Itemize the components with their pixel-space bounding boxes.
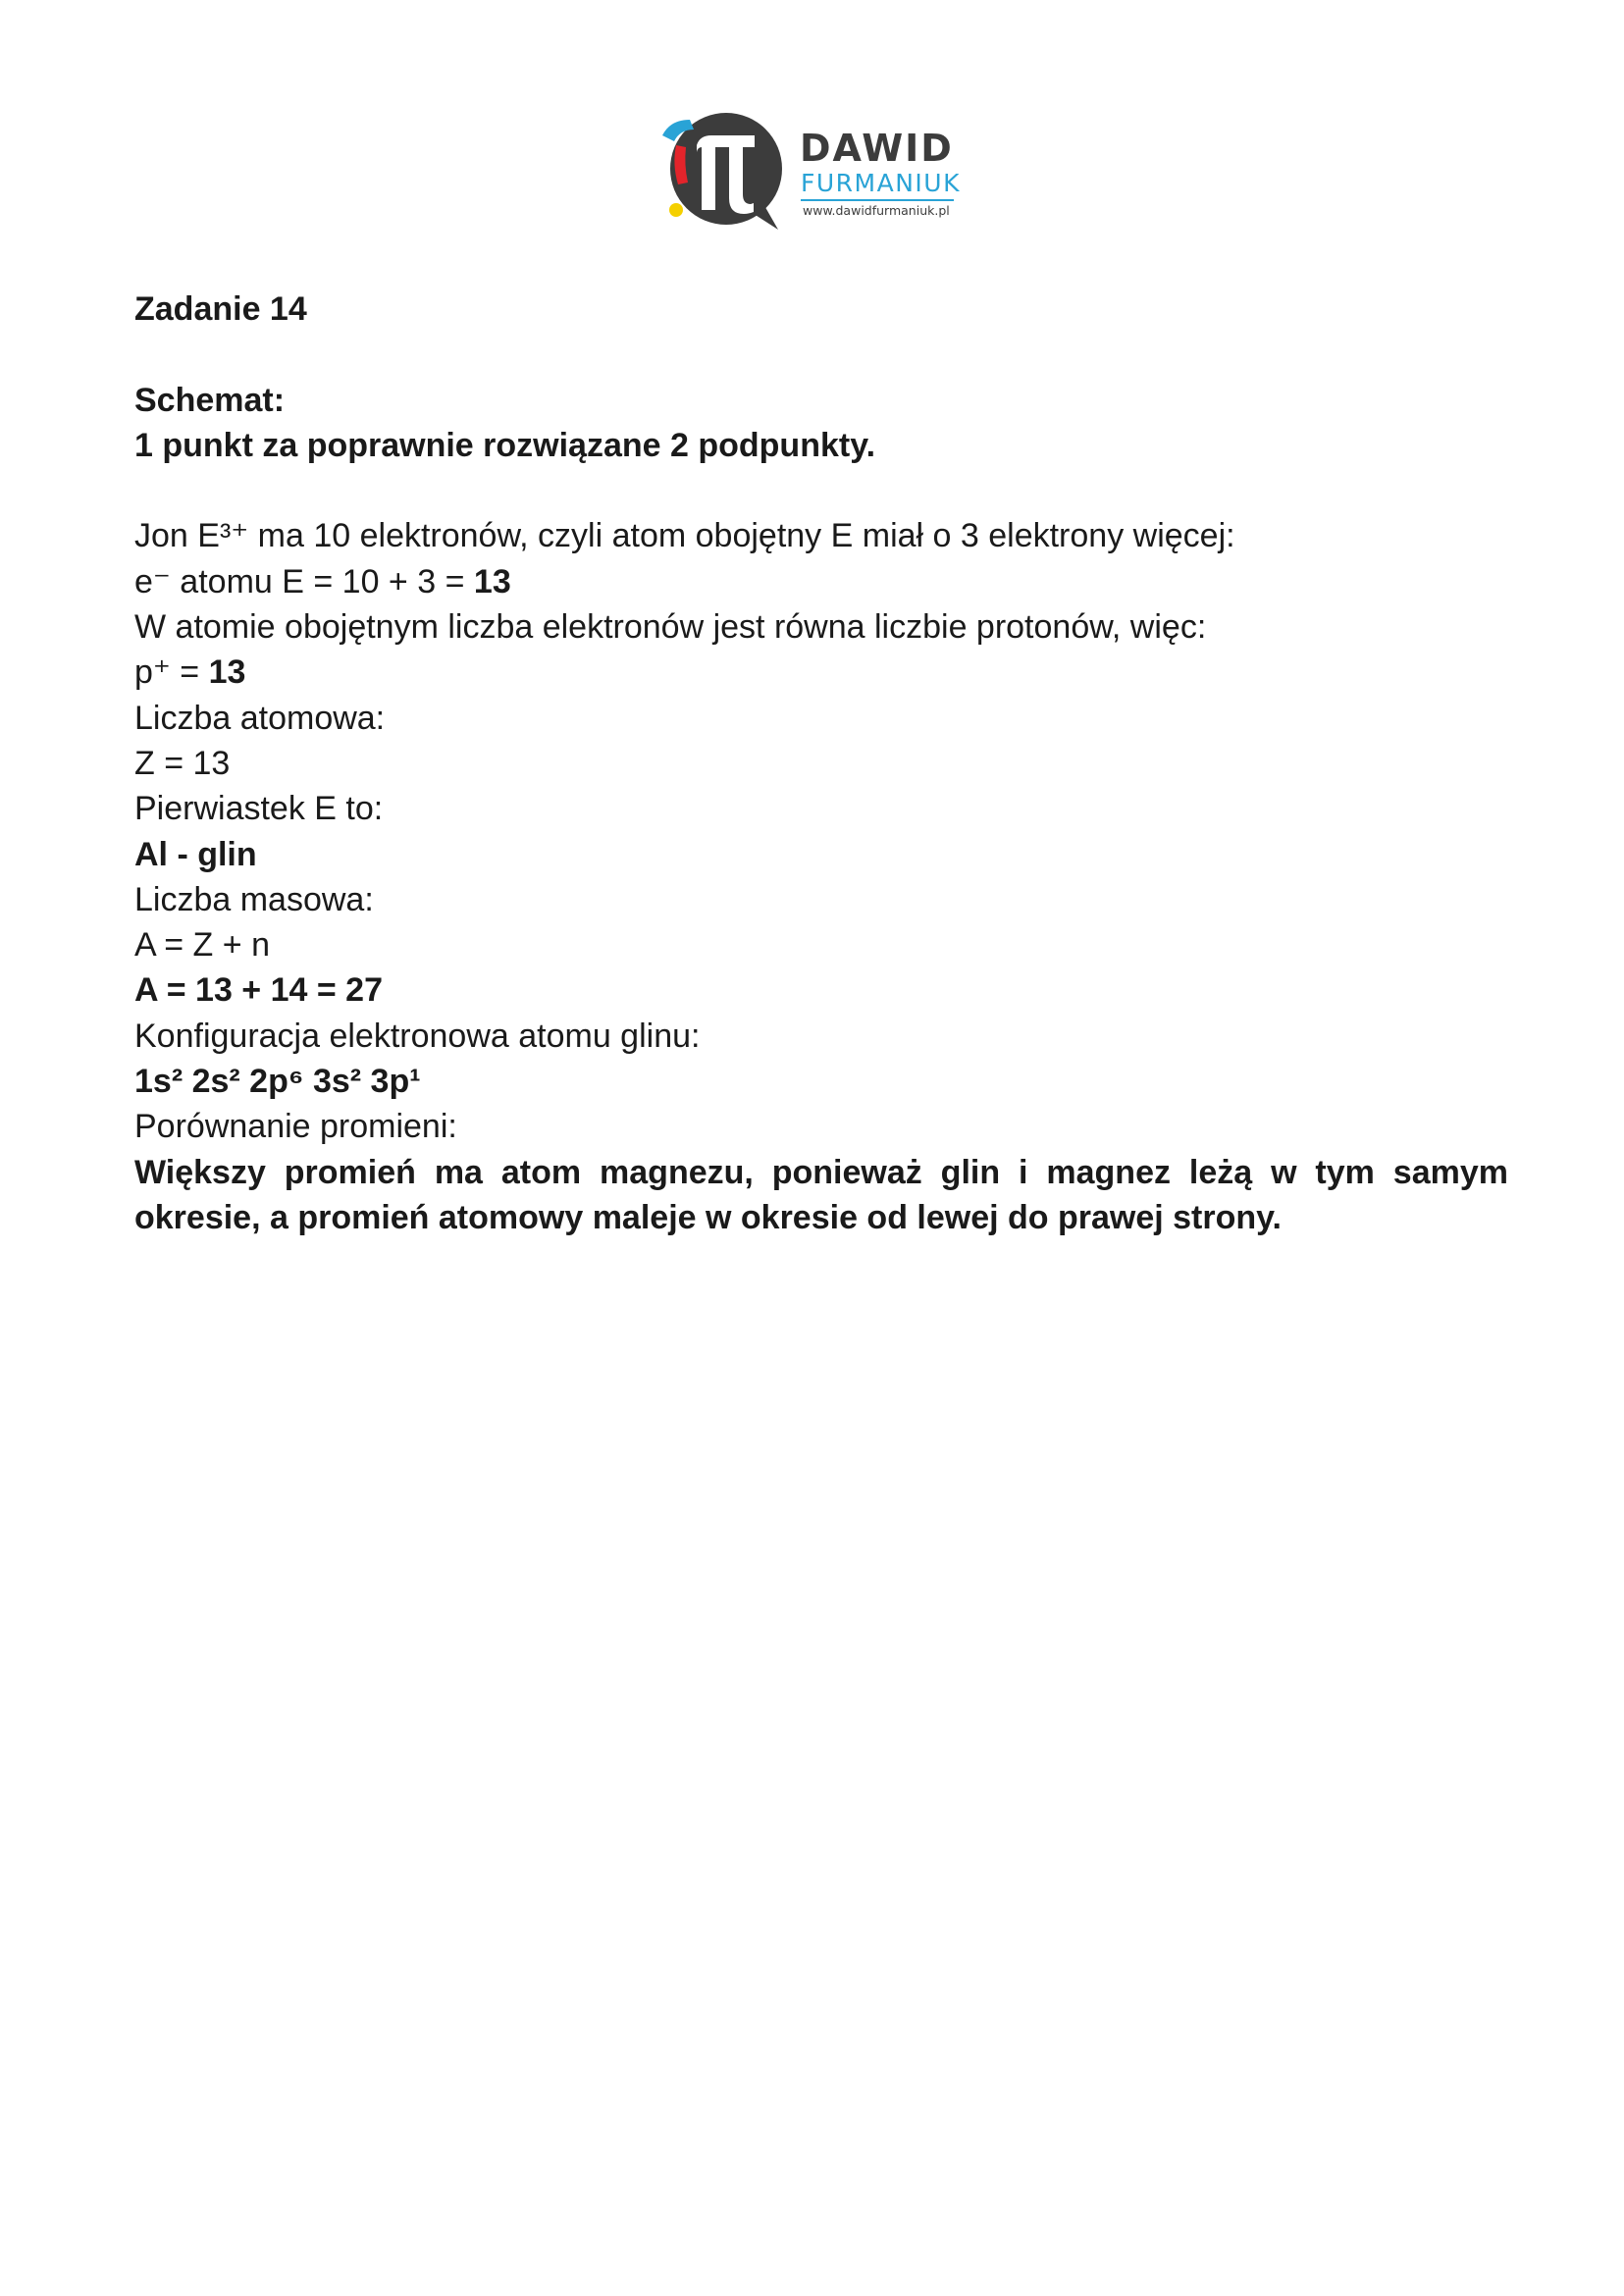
ion-intro: Jon E³⁺ ma 10 elektronów, czyli atom obojętny E miał o 3 elektrony więcej:	[134, 517, 1235, 555]
electron-configuration: 1s² 2s² 2p⁶ 3s² 3p¹	[134, 1063, 421, 1101]
element-label: Pierwiastek E to:	[134, 790, 384, 828]
protons-line	[134, 650, 1508, 695]
electrons-value: 13	[473, 562, 511, 600]
atomic-number-label: Liczba atomowa:	[134, 699, 386, 737]
logo-subtitle: FURMANIUK	[801, 169, 961, 197]
task-heading: Zadanie 14	[134, 290, 307, 328]
logo-url: www.dawidfurmaniuk.pl	[803, 203, 950, 218]
logo	[653, 108, 967, 235]
radius-label: Porównanie promieni:	[134, 1108, 457, 1146]
electrons-expression: e⁻ atomu E = 10 + 3 =	[134, 562, 474, 600]
mass-number-label: Liczba masowa:	[134, 880, 374, 918]
protons-expression: p⁺ =	[134, 653, 209, 692]
element-answer: Al - glin	[134, 835, 257, 873]
schema-label: Schemat:	[134, 381, 286, 419]
document-body	[134, 287, 1508, 1240]
electrons-line	[134, 559, 1508, 604]
spacer	[134, 468, 1508, 513]
schema-points: 1 punkt za poprawnie rozwiązane 2 podpunkty.	[134, 426, 876, 464]
mass-result: A = 13 + 14 = 27	[134, 971, 383, 1010]
radius-answer: Większy promień ma atom magnezu, ponieważ glin i magnez leżą w tym samym okresie, a promień atomowy maleje w okresie od lewej do prawej strony.	[134, 1153, 1508, 1236]
spacer	[134, 332, 1508, 377]
config-label: Konfiguracja elektronowa atomu glinu:	[134, 1017, 701, 1055]
mass-formula: A = Z + n	[134, 926, 270, 965]
logo-title: DAWID	[800, 127, 954, 170]
atomic-number: Z = 13	[134, 744, 231, 782]
logo-divider	[801, 199, 954, 201]
protons-value: 13	[208, 653, 246, 692]
pi-speech-bubble-icon	[653, 108, 790, 235]
protons-intro: W atomie obojętnym liczba elektronów jest równa liczbie protonów, więc:	[134, 608, 1207, 647]
